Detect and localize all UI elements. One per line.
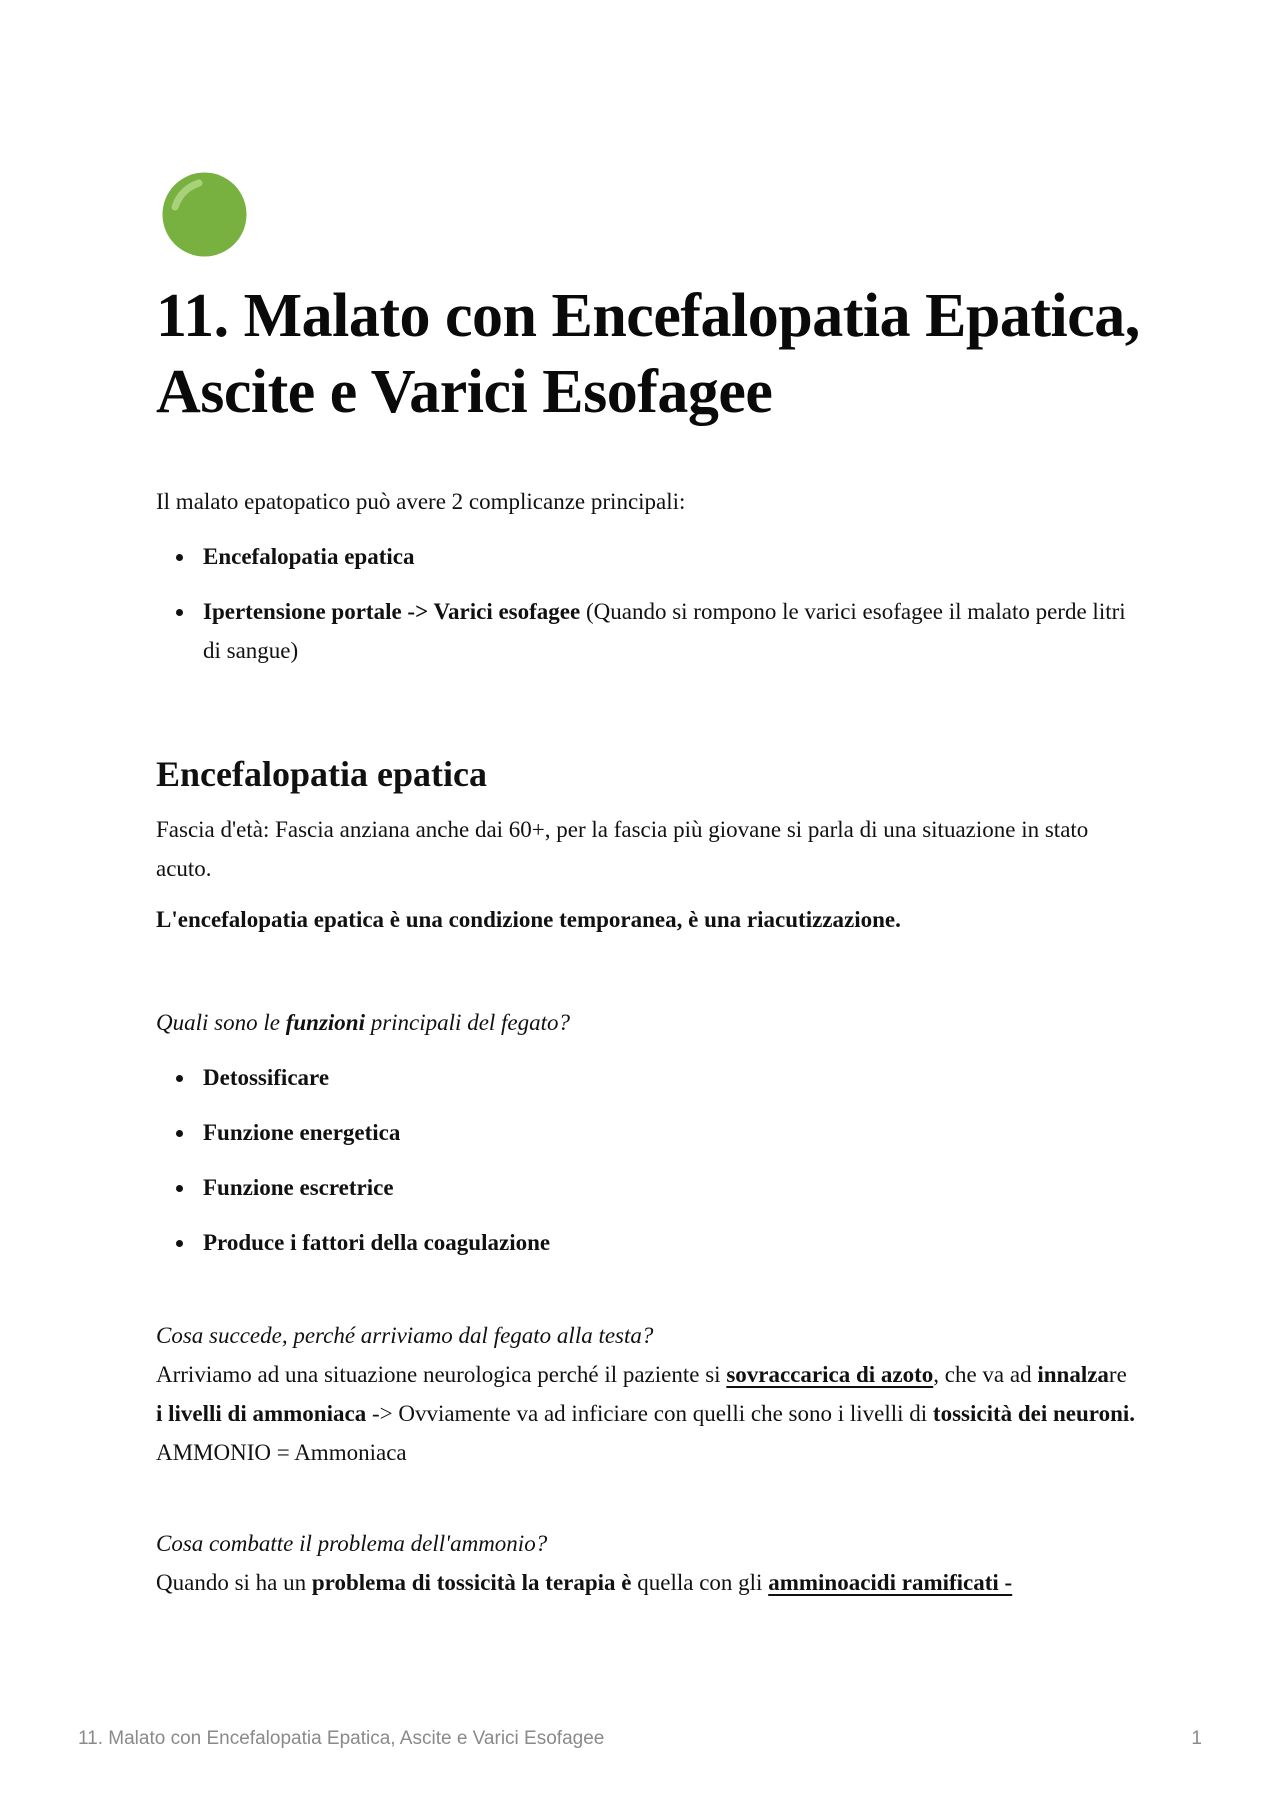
question-text: Quali sono le (156, 1010, 286, 1035)
question-3: Cosa combatte il problema dell'ammonio? (156, 1531, 548, 1556)
page-number: 1 (1191, 1728, 1202, 1749)
list-item: Produce i fattori della coagulazione (156, 1223, 1136, 1262)
list-item: Funzione escretrice (156, 1168, 1136, 1207)
list-item: Detossificare (156, 1058, 1136, 1097)
question-text-bold: funzioni (285, 1010, 365, 1035)
answer-text: Arriviamo ad una situazione neurologica perché il paziente si (156, 1362, 727, 1387)
answer-text: quella con gli (631, 1570, 769, 1595)
page-footer (78, 1728, 1202, 1750)
answer-text-underlined: sovraccarica di azoto (726, 1362, 934, 1387)
functions-list (156, 1058, 1136, 1262)
answer-text: , che va ad (933, 1362, 1038, 1387)
complications-list (156, 537, 1136, 670)
item-text-bold: Varici esofagee (433, 599, 581, 624)
footer-title: 11. Malato con Encefalopatia Epatica, Ascite e Varici Esofagee (78, 1728, 605, 1749)
green-circle-icon (161, 171, 248, 258)
page-content (156, 482, 1136, 1602)
answer-text-underlined: amminoacidi ramificati - (768, 1570, 1013, 1595)
answer-2 (156, 1355, 1136, 1433)
answer-text-bold: tossicità dei neuroni. (932, 1401, 1136, 1426)
statement-paragraph: L'encefalopatia epatica è una condizione temporanea, è una riacutizzazione. (156, 907, 901, 932)
page-icon (161, 171, 248, 258)
item-text: (Quando si rompono le varici esofagee il malato perde litri di sangue) (203, 599, 1126, 663)
list-item (156, 592, 1136, 670)
item-text: Encefalopatia epatica (203, 544, 415, 569)
intro-paragraph: Il malato epatopatico può avere 2 complicanze principali: (156, 489, 686, 514)
list-item: Funzione energetica (156, 1113, 1136, 1152)
ammonio-paragraph: AMMONIO = Ammoniaca (156, 1440, 407, 1465)
age-paragraph: Fascia d'età: Fascia anziana anche dai 60+, per la fascia più giovane si parla di una situazione in stato acuto. (156, 817, 1089, 881)
list-item (156, 537, 1136, 576)
answer-text: re (1108, 1362, 1127, 1387)
answer-text: Quando si ha un (156, 1570, 312, 1595)
page-title: 11. Malato con Encefalopatia Epatica, Ascite e Varici Esofagee (156, 282, 1140, 426)
answer-text-bold: problema di tossicità la terapia è (311, 1570, 632, 1595)
functions-question (156, 1003, 1136, 1042)
question-2: Cosa succede, perché arriviamo dal fegato alla testa? (156, 1323, 654, 1348)
question-text: principali del fegato? (364, 1010, 571, 1035)
item-text-bold: Ipertensione portale -> (203, 599, 434, 624)
answer-3 (156, 1563, 1136, 1602)
section-heading: Encefalopatia epatica (156, 754, 487, 794)
answer-text-bold: innalza (1037, 1362, 1109, 1387)
answer-text-bold: i livelli di ammoniaca (156, 1401, 367, 1426)
answer-text: -> Ovviamente va ad inficiare con quelli che sono i livelli di (366, 1401, 933, 1426)
